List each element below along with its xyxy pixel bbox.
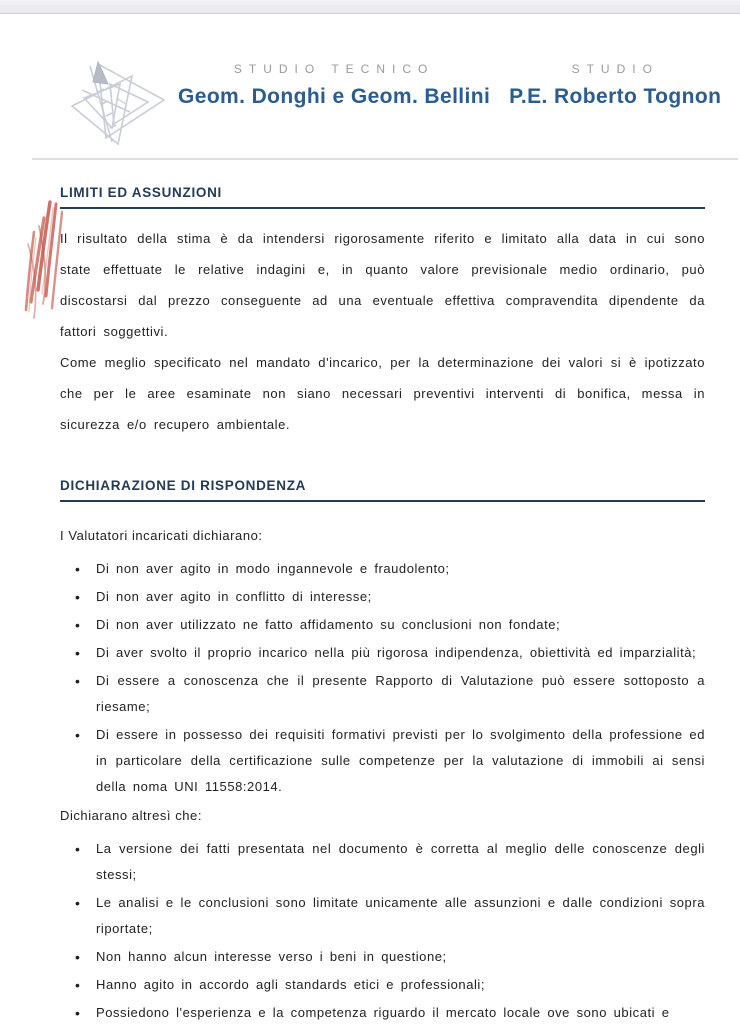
right-studio-name: P.E. Roberto Tognon [509, 85, 722, 108]
list-item: • Di aver svolto il proprio incarico nella più rigorosa indipendenza, obiettività ed imparzialità; [60, 640, 705, 666]
list-item: • Le analisi e le conclusioni sono limitate unicamente alle assunzioni e dalle condizioni sopra riportate; [60, 890, 705, 942]
list-item: • La versione dei fatti presentata nel documento è corretta al meglio delle conoscenze degli stessi; [60, 836, 705, 888]
studio-logo-icon [60, 56, 178, 151]
studio-block-left [178, 56, 490, 109]
limiti-paragraphs [60, 223, 705, 440]
list-item: • Hanno agito in accordo agli standards etici e professionali; [60, 972, 705, 998]
scan-edge-top [0, 0, 740, 14]
document-body [0, 56, 740, 1026]
studio-block-right [490, 56, 740, 109]
list-item: • Di non aver agito in conflitto di interesse; [60, 584, 705, 610]
declaration-intro: I Valutatori incaricati dichiarano: [60, 528, 263, 543]
declaration-bullet-list [60, 556, 705, 800]
section-heading-limiti: LIMITI ED ASSUNZIONI [60, 185, 705, 209]
paragraph-mandato: Come meglio specificato nel mandato d'incarico, per la determinazione dei valori si è ipotizzato che per le aree esaminate non siano necessari preventivi interventi di bonifica, messa in sicurezza e/o recupero ambientale. [60, 355, 705, 432]
declaration-bullet-list-2 [60, 836, 705, 1026]
list-item: • Non hanno alcun interesse verso i beni in questione; [60, 944, 705, 970]
letterhead [60, 56, 722, 144]
left-studio-name: Geom. Donghi e Geom. Bellini [178, 85, 491, 108]
left-studio-label: STUDIO TECNICO [233, 62, 435, 76]
header-divider [32, 158, 738, 160]
right-studio-label: STUDIO [571, 62, 659, 76]
declaration-intro-2: Dichiarano altresì che: [60, 808, 202, 823]
list-item: • Di non aver utilizzato ne fatto affidamento su conclusioni non fondate; [60, 612, 705, 638]
list-item: • Di essere in possesso dei requisiti formativi previsti per lo svolgimento della professione ed in particolare della certificazione sulle competenze per la valutazione di immobili ai sensi della noma UNI 11558:2014. [60, 722, 705, 800]
list-item: • Possiedono l'esperienza e la competenza riguardo il mercato locale ove sono ubicati e [60, 1000, 705, 1026]
section-heading-dichiarazione: DICHIARAZIONE DI RISPONDENZA [60, 478, 705, 502]
list-item: • Di essere a conoscenza che il presente Rapporto di Valutazione può essere sottoposto a riesame; [60, 668, 705, 720]
paragraph-stima: Il risultato della stima è da intendersi rigorosamente riferito e limitato alla data in cui sono state effettuate le relative indagini e, in quanto valore previsionale medio ordinario, può discostarsi dal prezzo conseguente ad una eventuale effettiva compravendita dipendente da fattori soggettivi. [60, 231, 705, 339]
list-item: • Di non aver agito in modo ingannevole e fraudolento; [60, 556, 705, 582]
